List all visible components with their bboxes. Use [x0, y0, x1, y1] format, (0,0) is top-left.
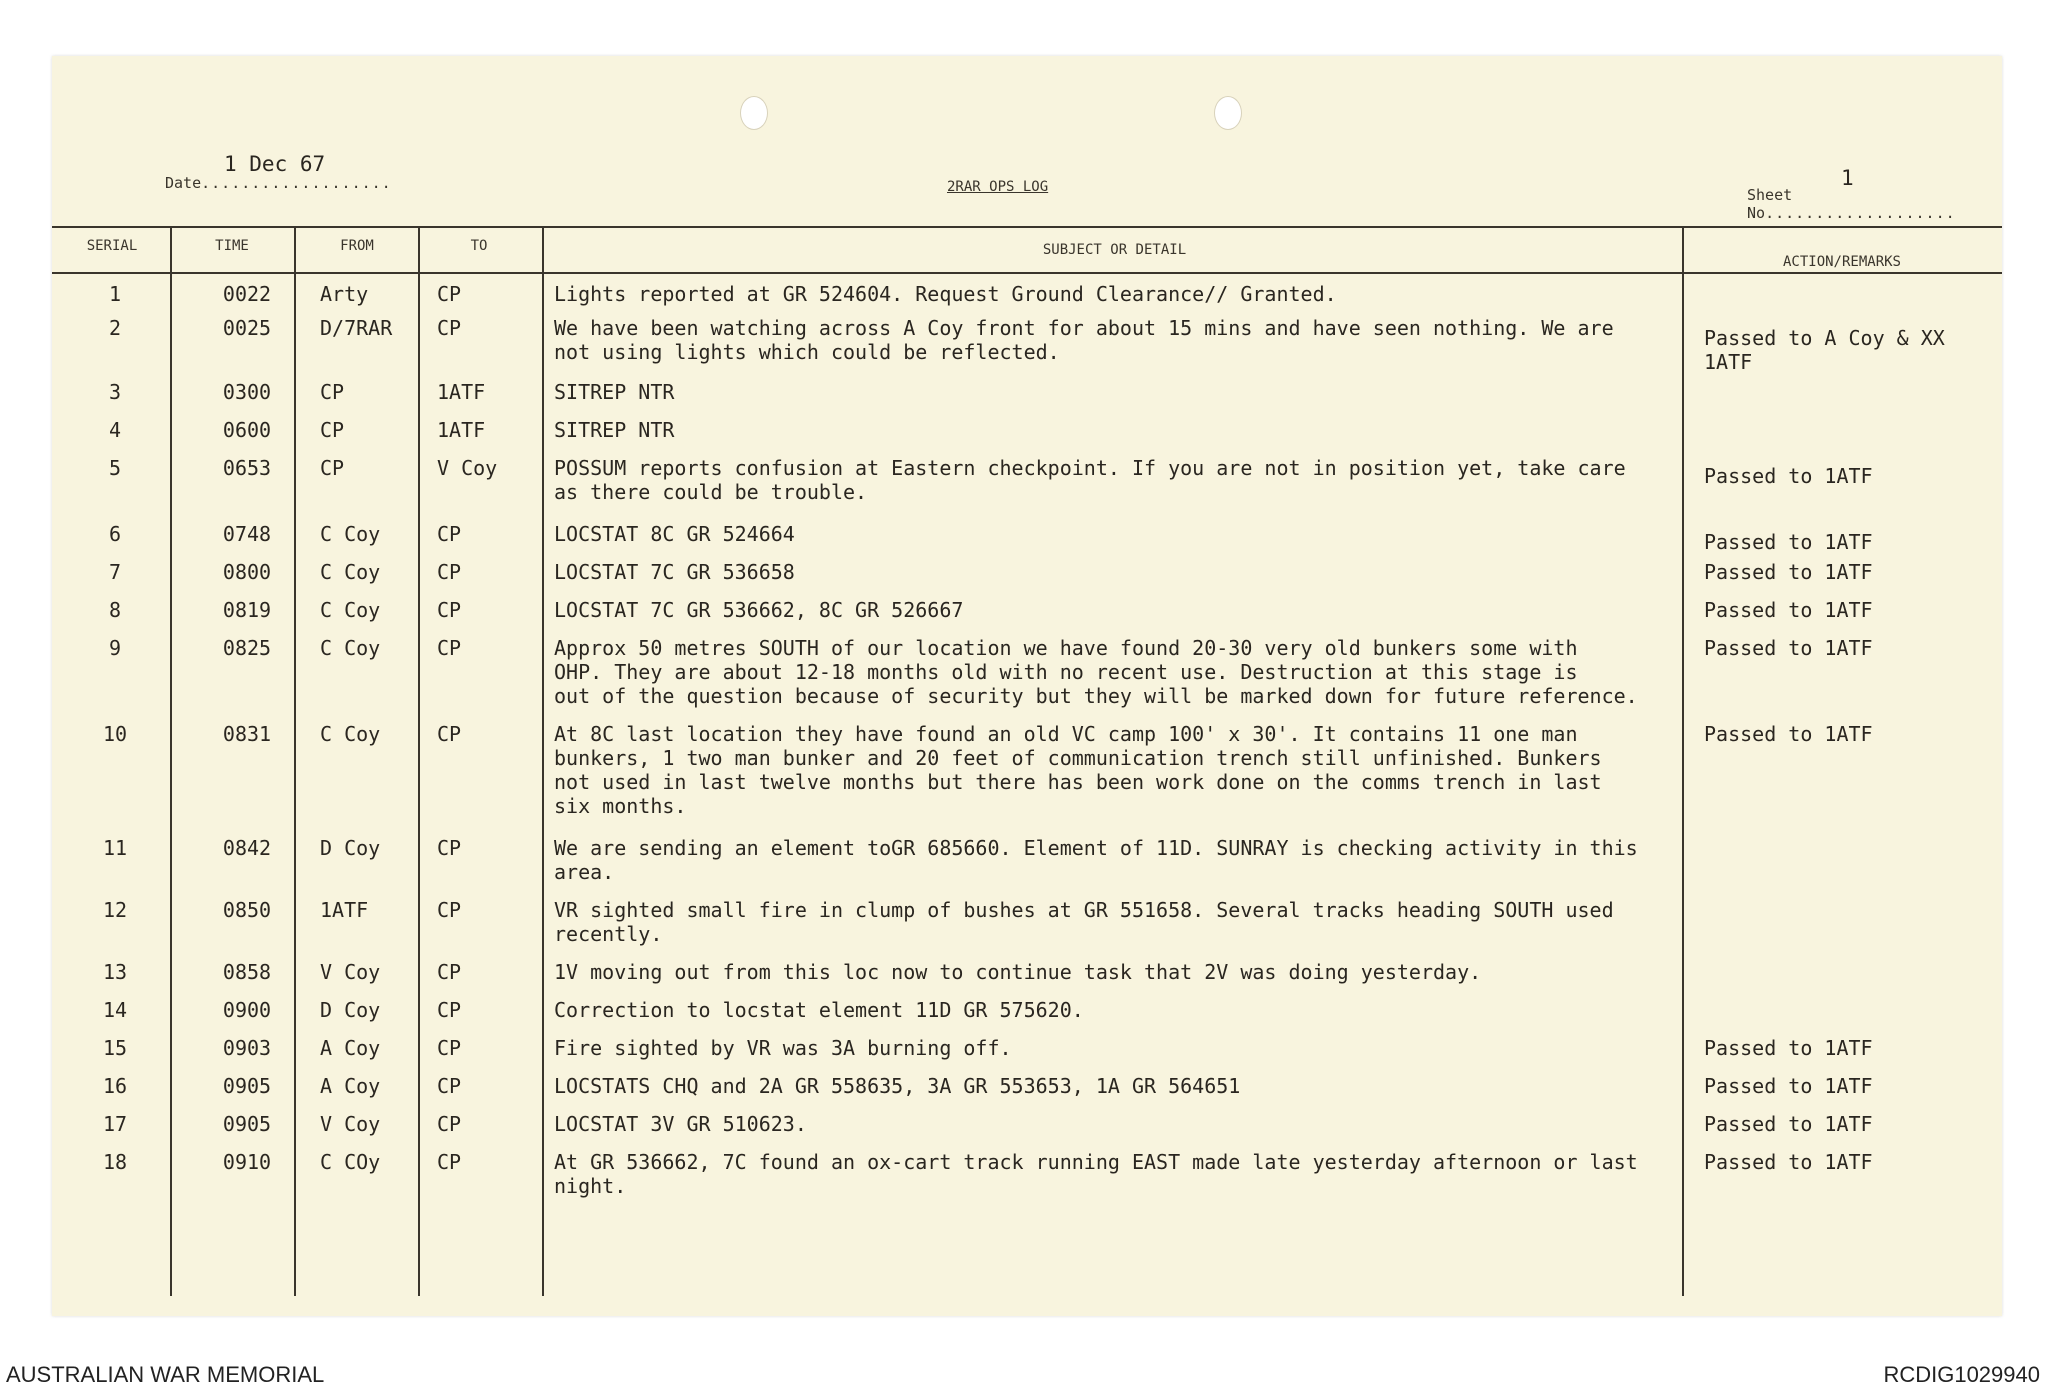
date-dots: ................... — [201, 174, 392, 192]
log-sheet — [52, 56, 2002, 1316]
entry-serial: 1 — [108, 282, 122, 306]
entry-serial: 13 — [102, 960, 128, 984]
entry-detail: SITREP NTR — [554, 380, 675, 404]
sheet-label — [1747, 186, 2002, 222]
entry-from: D/7RAR — [320, 316, 393, 340]
entry-detail: 1V moving out from this loc now to continue task that 2V was doing yesterday. — [554, 960, 1482, 984]
entry-remarks: Passed to 1ATF — [1704, 598, 1873, 622]
col-header-serial: SERIAL — [86, 238, 138, 254]
entry-to: CP — [437, 598, 462, 622]
entry-serial: 18 — [102, 1150, 128, 1174]
entry-from: 1ATF — [320, 898, 369, 922]
entry-detail: SITREP NTR — [554, 418, 675, 442]
entry-detail: Fire sighted by VR was 3A burning off. — [554, 1036, 1012, 1060]
entry-to: CP — [437, 836, 462, 860]
entry-remarks: Passed to 1ATF — [1704, 636, 1873, 660]
entry-remarks: Passed to 1ATF — [1704, 464, 1873, 488]
entry-to: 1ATF — [437, 380, 486, 404]
entry-from: D Coy — [320, 836, 381, 860]
entry-time: 0825 — [222, 636, 272, 660]
entry-detail: POSSUM reports confusion at Eastern checkpoint. If you are not in position yet, take care as there could be trouble. — [554, 456, 1626, 504]
entry-detail: LOCSTAT 3V GR 510623. — [554, 1112, 807, 1136]
entry-from: C Coy — [320, 722, 381, 746]
entry-remarks: Passed to 1ATF — [1704, 560, 1873, 584]
entry-serial: 12 — [102, 898, 128, 922]
entry-remarks: Passed to 1ATF — [1704, 530, 1873, 554]
entry-detail: At 8C last location they have found an old VC camp 100' x 30'. It contains 11 one man bunkers, 1 two man bunker and 20 feet of communication trench still unfinished. Bunkers not used in last twelve months but there has been work done on the comms trench in last six months. — [554, 722, 1602, 818]
entry-to: CP — [437, 722, 462, 746]
entry-serial: 2 — [108, 316, 122, 340]
entry-serial: 9 — [108, 636, 122, 660]
entry-serial: 17 — [102, 1112, 128, 1136]
entry-remarks: Passed to A Coy & XX 1ATF — [1704, 326, 1945, 374]
date-label — [165, 174, 392, 192]
col-divider — [294, 226, 296, 1296]
footer-institution: AUSTRALIAN WAR MEMORIAL — [6, 1362, 325, 1387]
entry-to: CP — [437, 1112, 462, 1136]
entry-detail: LOCSTATS CHQ and 2A GR 558635, 3A GR 553653, 1A GR 564651 — [554, 1074, 1241, 1098]
entry-to: V Coy — [437, 456, 498, 480]
entry-time: 0022 — [222, 282, 272, 306]
entry-serial: 16 — [102, 1074, 128, 1098]
col-header-time: TIME — [215, 238, 249, 254]
entry-time: 0910 — [222, 1150, 272, 1174]
entry-detail: Correction to locstat element 11D GR 575620. — [554, 998, 1084, 1022]
entry-serial: 5 — [108, 456, 122, 480]
entry-from: C Coy — [320, 522, 381, 546]
entry-time: 0905 — [222, 1074, 272, 1098]
entry-time: 0858 — [222, 960, 272, 984]
entry-detail: LOCSTAT 7C GR 536658 — [554, 560, 795, 584]
entry-time: 0800 — [222, 560, 272, 584]
entry-to: CP — [437, 1074, 462, 1098]
entry-detail: VR sighted small fire in clump of bushes at GR 551658. Several tracks heading SOUTH used recently. — [554, 898, 1614, 946]
col-header-subject: SUBJECT OR DETAIL — [1042, 242, 1187, 258]
entry-from: CP — [320, 380, 345, 404]
entry-to: CP — [437, 1150, 462, 1174]
entry-time: 0653 — [222, 456, 272, 480]
entry-time: 0025 — [222, 316, 272, 340]
col-header-from: FROM — [340, 238, 374, 254]
entry-to: CP — [437, 998, 462, 1022]
header-bottom-rule — [52, 272, 2002, 274]
entry-from: C Coy — [320, 598, 381, 622]
entry-time: 0842 — [222, 836, 272, 860]
entry-to: CP — [437, 560, 462, 584]
entry-time: 0850 — [222, 898, 272, 922]
entry-time: 0300 — [222, 380, 272, 404]
entry-from: V Coy — [320, 960, 381, 984]
entry-to: CP — [437, 898, 462, 922]
entry-serial: 6 — [108, 522, 122, 546]
sheet-dots: ................... — [1765, 204, 1956, 222]
entry-serial: 3 — [108, 380, 122, 404]
entry-detail: LOCSTAT 7C GR 536662, 8C GR 526667 — [554, 598, 964, 622]
entry-serial: 8 — [108, 598, 122, 622]
entry-from: D Coy — [320, 998, 381, 1022]
entry-time: 0748 — [222, 522, 272, 546]
sheet-label-text: Sheet No — [1747, 186, 1793, 222]
entry-to: CP — [437, 960, 462, 984]
date-label-text: Date — [165, 174, 202, 192]
entry-serial: 14 — [102, 998, 128, 1022]
entry-serial: 7 — [108, 560, 122, 584]
col-divider — [542, 226, 544, 1296]
entry-remarks: Passed to 1ATF — [1704, 1112, 1873, 1136]
entry-from: A Coy — [320, 1074, 381, 1098]
entry-to: CP — [437, 522, 462, 546]
entry-time: 0900 — [222, 998, 272, 1022]
entry-time: 0819 — [222, 598, 272, 622]
punch-hole-left — [740, 96, 768, 130]
entry-remarks: Passed to 1ATF — [1704, 1074, 1873, 1098]
entry-remarks: Passed to 1ATF — [1704, 722, 1873, 746]
entry-detail: We are sending an element toGR 685660. Element of 11D. SUNRAY is checking activity in this area. — [554, 836, 1638, 884]
entry-from: C COy — [320, 1150, 381, 1174]
sheet-value: 1 — [1841, 166, 1854, 190]
entry-to: CP — [437, 1036, 462, 1060]
punch-hole-right — [1214, 96, 1242, 130]
entry-detail: At GR 536662, 7C found an ox-cart track running EAST made late yesterday afternoon or last night. — [554, 1150, 1638, 1198]
entry-time: 0600 — [222, 418, 272, 442]
entry-remarks: Passed to 1ATF — [1704, 1036, 1873, 1060]
entry-serial: 11 — [102, 836, 128, 860]
entry-from: A Coy — [320, 1036, 381, 1060]
entry-detail: We have been watching across A Coy front for about 15 mins and have seen nothing. We are not using lights which could be reflected. — [554, 316, 1614, 364]
entry-from: Arty — [320, 282, 369, 306]
entry-time: 0905 — [222, 1112, 272, 1136]
col-header-to: TO — [470, 238, 488, 254]
entry-to: CP — [437, 282, 462, 306]
entry-detail: Lights reported at GR 524604. Request Ground Clearance// Granted. — [554, 282, 1337, 306]
entry-from: C Coy — [320, 560, 381, 584]
entry-from: C Coy — [320, 636, 381, 660]
col-divider — [170, 226, 172, 1296]
entry-serial: 4 — [108, 418, 122, 442]
entry-detail: Approx 50 metres SOUTH of our location we have found 20-30 very old bunkers some with OHP. They are about 12-18 months old with no recent use. Destruction at this stage is out of the question because of security but they will be marked down for future reference. — [554, 636, 1638, 708]
col-header-remarks: ACTION/REMARKS — [1782, 254, 1901, 270]
entry-serial: 10 — [102, 722, 128, 746]
date-value: 1 Dec 67 — [224, 152, 326, 176]
entry-time: 0831 — [222, 722, 272, 746]
footer-record-id: RCDIG1029940 — [1883, 1362, 2040, 1387]
entry-remarks: Passed to 1ATF — [1704, 1150, 1873, 1174]
entry-from: CP — [320, 418, 345, 442]
table-top-rule — [52, 226, 2002, 228]
entry-time: 0903 — [222, 1036, 272, 1060]
log-title: 2RAR OPS LOG — [947, 179, 1049, 195]
entry-to: CP — [437, 636, 462, 660]
entry-detail: LOCSTAT 8C GR 524664 — [554, 522, 795, 546]
entry-serial: 15 — [102, 1036, 128, 1060]
entry-from: CP — [320, 456, 345, 480]
entry-from: V Coy — [320, 1112, 381, 1136]
entry-to: CP — [437, 316, 462, 340]
entry-to: 1ATF — [437, 418, 486, 442]
